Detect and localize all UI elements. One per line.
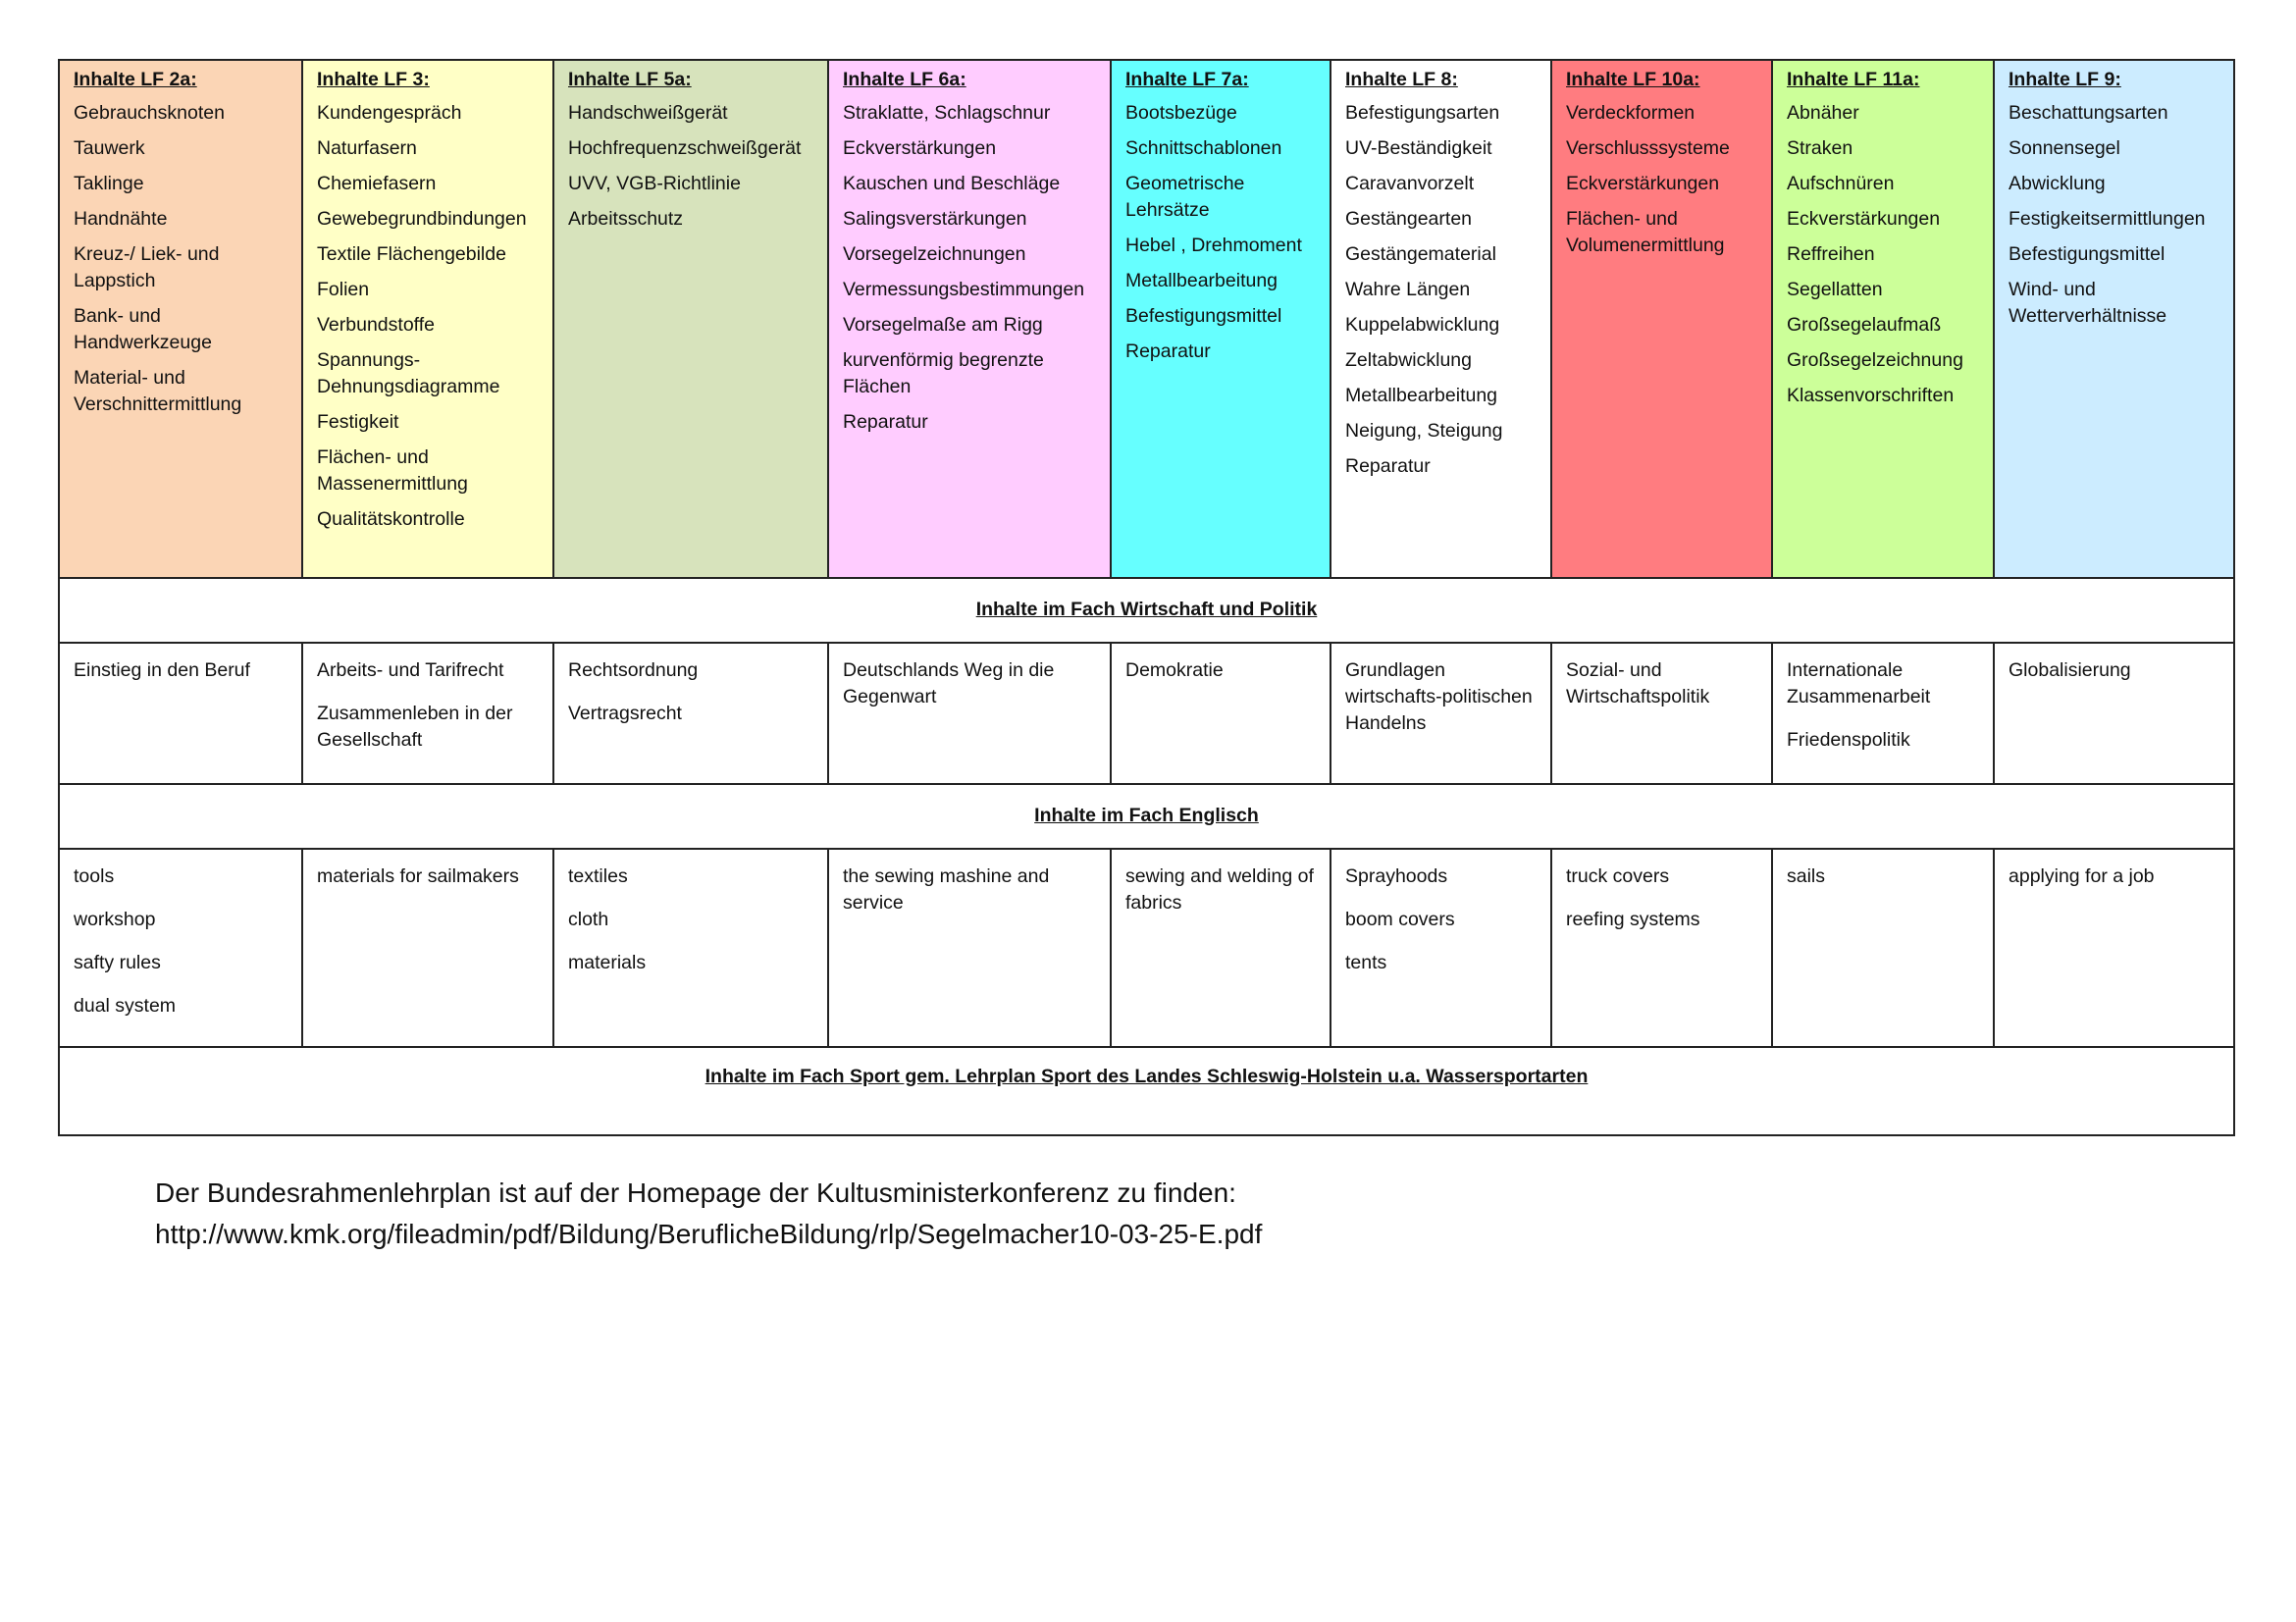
englisch-item: Sprayhoods xyxy=(1345,865,1448,887)
lf-item: Gestängematerial xyxy=(1345,243,1496,265)
lf-item: Verbundstoffe xyxy=(317,314,435,336)
lf-item: Naturfasern xyxy=(317,137,417,159)
lf-item: Flächen- und Massenermittlung xyxy=(317,446,468,495)
lernfeld-row xyxy=(59,60,2234,578)
lf-item: Folien xyxy=(317,279,370,300)
englisch-item: truck covers xyxy=(1566,865,1670,887)
lf-item: Zeltabwicklung xyxy=(1345,349,1472,371)
englisch-item: cloth xyxy=(568,909,609,930)
sport-row xyxy=(59,1047,2234,1135)
lf-item: Befestigungsmittel xyxy=(2009,243,2166,265)
lf-item: Festigkeit xyxy=(317,411,399,433)
lf-title: Inhalte LF 7a: xyxy=(1125,69,1249,90)
lf-item: Kundengespräch xyxy=(317,102,462,124)
lf-cell xyxy=(59,60,302,578)
lf-item: Spannungs-Dehnungsdiagramme xyxy=(317,349,500,397)
englisch-item: sails xyxy=(1787,865,1826,887)
lf-item: Verdeckformen xyxy=(1566,102,1696,124)
lf-item: Verschlusssysteme xyxy=(1566,137,1730,159)
lf-cell xyxy=(302,60,553,578)
lf-item: Reffreihen xyxy=(1787,243,1875,265)
wirtschaft-cell xyxy=(302,643,553,784)
lf-title: Inhalte LF 2a: xyxy=(74,69,197,90)
footer-note xyxy=(155,1173,1262,1255)
lf-title: Inhalte LF 3: xyxy=(317,69,430,90)
wirtschaft-item: Vertragsrecht xyxy=(568,703,682,724)
englisch-item: textiles xyxy=(568,865,628,887)
lf-cell xyxy=(553,60,828,578)
wirtschaft-item: Friedenspolitik xyxy=(1787,729,1910,751)
englisch-item: sewing and welding of fabrics xyxy=(1125,865,1314,914)
wirtschaft-item: Grundlagen wirtschafts-politischen Handelns xyxy=(1345,659,1533,734)
wirtschaft-cell xyxy=(1994,643,2234,784)
englisch-cell xyxy=(1772,849,1994,1047)
lf-item: Vorsegelzeichnungen xyxy=(843,243,1026,265)
wirtschaft-cell xyxy=(1331,643,1551,784)
lf-item: Wahre Längen xyxy=(1345,279,1471,300)
englisch-item: boom covers xyxy=(1345,909,1455,930)
lf-item: Metallbearbeitung xyxy=(1125,270,1278,291)
lf-item: Aufschnüren xyxy=(1787,173,1895,194)
lf-item: Bank- und Handwerkzeuge xyxy=(74,305,212,353)
englisch-cell xyxy=(59,849,302,1047)
wirtschaft-cell xyxy=(1772,643,1994,784)
lf-item: Festigkeitsermittlungen xyxy=(2009,208,2206,230)
wirtschaft-item: Internationale Zusammenarbeit xyxy=(1787,659,1931,707)
lf-item: Großsegelzeichnung xyxy=(1787,349,1963,371)
englisch-item: tents xyxy=(1345,952,1387,973)
lf-item: Klassenvorschriften xyxy=(1787,385,1955,406)
lf-item: Gestängearten xyxy=(1345,208,1473,230)
lf-item: Taklinge xyxy=(74,173,144,194)
lf-item: Befestigungsmittel xyxy=(1125,305,1282,327)
lf-item: Material- und Verschnittermittlung xyxy=(74,367,242,415)
lf-title: Inhalte LF 8: xyxy=(1345,69,1458,90)
lf-item: Kuppelabwicklung xyxy=(1345,314,1500,336)
lf-item: kurvenförmig begrenzte Flächen xyxy=(843,349,1044,397)
lf-item: Chemiefasern xyxy=(317,173,437,194)
englisch-cell xyxy=(1331,849,1551,1047)
englisch-heading: Inhalte im Fach Englisch xyxy=(59,784,2234,849)
lf-item: Hochfrequenzschweißgerät xyxy=(568,137,802,159)
englisch-item: reefing systems xyxy=(1566,909,1700,930)
lf-cell xyxy=(1331,60,1551,578)
lf-item: Handnähte xyxy=(74,208,168,230)
englisch-item: tools xyxy=(74,865,115,887)
lf-item: Kauschen und Beschläge xyxy=(843,173,1061,194)
lf-item: Qualitätskontrolle xyxy=(317,508,465,530)
englisch-item: applying for a job xyxy=(2009,865,2155,887)
lf-cell xyxy=(1551,60,1772,578)
lf-item: Textile Flächengebilde xyxy=(317,243,506,265)
englisch-cell xyxy=(1111,849,1331,1047)
lf-cell xyxy=(1111,60,1331,578)
lf-item: Reparatur xyxy=(1125,340,1211,362)
lf-item: Wind- und Wetterverhältnisse xyxy=(2009,279,2167,327)
curriculum-table xyxy=(58,59,2235,1136)
wirtschaft-cell xyxy=(1551,643,1772,784)
englisch-item: workshop xyxy=(74,909,156,930)
lf-item: Handschweißgerät xyxy=(568,102,728,124)
lf-item: Metallbearbeitung xyxy=(1345,385,1498,406)
lf-cell xyxy=(1994,60,2234,578)
wirtschaft-heading-row xyxy=(59,578,2234,643)
lf-item: Eckverstärkungen xyxy=(1787,208,1941,230)
lf-item: Neigung, Steigung xyxy=(1345,420,1503,442)
englisch-heading-row xyxy=(59,784,2234,849)
lf-item: Gebrauchsknoten xyxy=(74,102,225,124)
wirtschaft-cell xyxy=(1111,643,1331,784)
lf-cell xyxy=(1772,60,1994,578)
lf-item: Abwicklung xyxy=(2009,173,2106,194)
wirtschaft-item: Deutschlands Weg in die Gegenwart xyxy=(843,659,1055,707)
lf-title: Inhalte LF 9: xyxy=(2009,69,2121,90)
lf-item: Salingsverstärkungen xyxy=(843,208,1027,230)
lf-item: Schnittschablonen xyxy=(1125,137,1282,159)
lf-item: Großsegelaufmaß xyxy=(1787,314,1942,336)
lf-item: Straklatte, Schlagschnur xyxy=(843,102,1051,124)
lf-item: Tauwerk xyxy=(74,137,145,159)
lf-item: Sonnensegel xyxy=(2009,137,2120,159)
englisch-item: materials for sailmakers xyxy=(317,865,519,887)
lf-item: Reparatur xyxy=(843,411,928,433)
lf-item: Vermessungsbestimmungen xyxy=(843,279,1085,300)
wirtschaft-item: Einstieg in den Beruf xyxy=(74,659,250,681)
lf-item: Befestigungsarten xyxy=(1345,102,1500,124)
lf-item: Beschattungsarten xyxy=(2009,102,2168,124)
englisch-cell xyxy=(1994,849,2234,1047)
lf-item: Kreuz-/ Liek- und Lappstich xyxy=(74,243,220,291)
wirtschaft-item: Demokratie xyxy=(1125,659,1224,681)
wirtschaft-cell xyxy=(553,643,828,784)
footer-link[interactable]: http://www.kmk.org/fileadmin/pdf/Bildung/BeruflicheBildung/rlp/Segelmacher10-03-25-E.pdf xyxy=(155,1219,1263,1249)
englisch-cell xyxy=(828,849,1111,1047)
wirtschaft-row xyxy=(59,643,2234,784)
wirtschaft-heading: Inhalte im Fach Wirtschaft und Politik xyxy=(59,578,2234,643)
lf-title: Inhalte LF 6a: xyxy=(843,69,966,90)
lf-item: Geometrische Lehrsätze xyxy=(1125,173,1245,221)
lf-item: UVV, VGB-Richtlinie xyxy=(568,173,741,194)
englisch-item: dual system xyxy=(74,995,177,1017)
wirtschaft-item: Rechtsordnung xyxy=(568,659,699,681)
englisch-row xyxy=(59,849,2234,1047)
englisch-item: materials xyxy=(568,952,647,973)
englisch-item: the sewing mashine and service xyxy=(843,865,1050,914)
englisch-cell xyxy=(302,849,553,1047)
lf-item: Eckverstärkungen xyxy=(843,137,997,159)
lf-item: Vorsegelmaße am Rigg xyxy=(843,314,1043,336)
lf-item: Caravanvorzelt xyxy=(1345,173,1475,194)
lf-item: Hebel , Drehmoment xyxy=(1125,235,1302,256)
lf-item: Segellatten xyxy=(1787,279,1883,300)
lf-cell xyxy=(828,60,1111,578)
sport-heading: Inhalte im Fach Sport gem. Lehrplan Sport des Landes Schleswig-Holstein u.a. Wassersportarten xyxy=(59,1047,2234,1135)
lf-title: Inhalte LF 11a: xyxy=(1787,69,1920,90)
lf-title: Inhalte LF 10a: xyxy=(1566,69,1700,90)
footer-text: Der Bundesrahmenlehrplan ist auf der Homepage der Kultusministerkonferenz zu finden: xyxy=(155,1177,1236,1208)
lf-item: Straken xyxy=(1787,137,1853,159)
wirtschaft-item: Sozial- und Wirtschaftspolitik xyxy=(1566,659,1710,707)
wirtschaft-cell xyxy=(828,643,1111,784)
wirtschaft-cell xyxy=(59,643,302,784)
lf-item: Bootsbezüge xyxy=(1125,102,1237,124)
lf-item: Gewebegrundbindungen xyxy=(317,208,527,230)
lf-item: Flächen- und Volumenermittlung xyxy=(1566,208,1725,256)
englisch-item: safty rules xyxy=(74,952,161,973)
lf-item: Abnäher xyxy=(1787,102,1859,124)
lf-item: Arbeitsschutz xyxy=(568,208,684,230)
englisch-cell xyxy=(553,849,828,1047)
wirtschaft-item: Zusammenleben in der Gesellschaft xyxy=(317,703,513,751)
wirtschaft-item: Globalisierung xyxy=(2009,659,2131,681)
lf-item: UV-Beständigkeit xyxy=(1345,137,1492,159)
lf-title: Inhalte LF 5a: xyxy=(568,69,692,90)
englisch-cell xyxy=(1551,849,1772,1047)
wirtschaft-item: Arbeits- und Tarifrecht xyxy=(317,659,504,681)
lf-item: Eckverstärkungen xyxy=(1566,173,1720,194)
lf-item: Reparatur xyxy=(1345,455,1431,477)
